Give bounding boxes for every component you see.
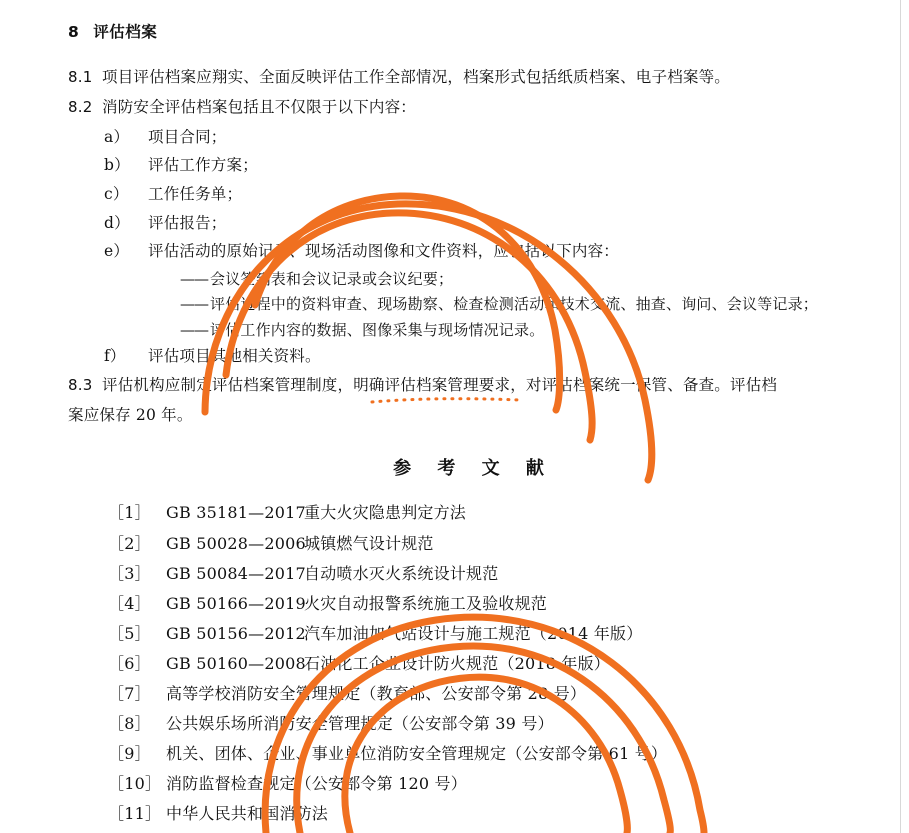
reference-row: [108, 679, 869, 709]
paragraph-8-1: [68, 64, 869, 91]
paragraph-label: 8.3: [68, 376, 93, 395]
list-item: [68, 210, 869, 237]
dash-item: [68, 267, 869, 293]
list-item: [68, 124, 869, 151]
list-item-label: f）: [104, 347, 126, 366]
reference-row: [108, 619, 869, 649]
reference-number: ［7］: [108, 683, 151, 703]
dash-text: 会议签到表和会议记录或会议纪要；: [210, 269, 454, 288]
reference-name: 机关、团体、企业、事业单位消防安全管理规定（公安部令第 61 号）: [166, 744, 668, 764]
list-item-text: 评估报告；: [148, 213, 227, 232]
list-item-label: e）: [104, 242, 130, 261]
section-heading: [68, 20, 869, 42]
reference-number: ［11］: [108, 804, 162, 824]
reference-number: ［9］: [108, 744, 151, 764]
reference-row: [108, 769, 869, 799]
dash-text: 评估过程中的资料审查、现场勘察、检查检测活动和技术交流、抽查、询问、会议等记录；: [210, 295, 819, 314]
reference-code: GB 50166—2019: [166, 593, 306, 613]
list-item: [68, 152, 869, 179]
references-list: [68, 498, 869, 829]
reference-row: [108, 649, 869, 679]
reference-name: 重大火灾隐患判定方法: [304, 503, 467, 523]
reference-row: [108, 799, 869, 829]
list-item-label: b）: [104, 156, 130, 175]
paragraph-8-3: [68, 372, 869, 399]
dash-mark: ——: [180, 320, 208, 339]
list-item-text: 工作任务单；: [148, 184, 243, 203]
reference-row: [108, 559, 869, 589]
dash-text: 评估工作内容的数据、图像采集与现场情况记录。: [210, 320, 545, 339]
reference-row: [108, 589, 869, 619]
list-item: [68, 343, 869, 370]
dash-mark: ——: [180, 269, 208, 288]
dash-item: [68, 292, 869, 318]
reference-code: GB 50160—2008: [166, 653, 306, 673]
paragraph-text: 评估机构应制定评估档案管理制度，明确评估档案管理要求，对评估档案统一保管、备查。评估档: [102, 376, 778, 395]
reference-code: GB 50156—2012: [166, 623, 306, 643]
reference-code: GB 35181—2017: [166, 503, 306, 523]
list-item-text: 评估工作方案；: [148, 156, 258, 175]
reference-name: 火灾自动报警系统施工及验收规范: [304, 593, 548, 613]
list-item-label: c）: [104, 184, 129, 203]
list-item-label: d）: [104, 213, 130, 232]
reference-number: ［3］: [108, 563, 151, 583]
reference-name: 消防监督检查规定（公安部令第 120 号）: [166, 774, 467, 794]
reference-name: 石油化工企业设计防火规范（2018 年版）: [304, 653, 611, 673]
list-item-label: a）: [104, 127, 130, 146]
dash-mark: ——: [180, 295, 208, 314]
reference-name: 公共娱乐场所消防安全管理规定（公安部令第 39 号）: [166, 714, 554, 734]
reference-number: ［10］: [108, 774, 162, 794]
list-item-text: 项目合同；: [148, 127, 227, 146]
list-item: [68, 181, 869, 208]
reference-name: 自动喷水灭火系统设计规范: [304, 563, 499, 583]
references-title: 参 考 文 献: [393, 458, 554, 480]
list-item: [68, 238, 869, 265]
dash-item: [68, 318, 869, 344]
list-item-text: 评估活动的原始记录、现场活动图像和文件资料，应包括以下内容：: [148, 242, 620, 261]
reference-name: 高等学校消防安全管理规定（教育部、公安部令第 28 号）: [166, 683, 587, 703]
reference-code: GB 50028—2006: [166, 533, 306, 553]
paragraph-label: 8.2: [68, 97, 93, 116]
paragraph-label: 8.1: [68, 68, 93, 86]
paragraph-8-2: [68, 94, 869, 121]
paragraph-text: 项目评估档案应翔实、全面反映评估工作全部情况，档案形式包括纸质档案、电子档案等。: [102, 68, 731, 86]
reference-row: [108, 529, 869, 559]
reference-number: ［8］: [108, 714, 151, 734]
reference-name: 汽车加油加气站设计与施工规范（2014 年版）: [304, 623, 643, 643]
paragraph-8-3-continued: 案应保存 20 年。: [68, 405, 193, 424]
reference-row: [108, 709, 869, 739]
reference-row: [108, 498, 869, 528]
reference-number: ［5］: [108, 623, 151, 643]
reference-number: ［4］: [108, 593, 151, 613]
page-right-rule: [900, 0, 901, 833]
reference-name: 城镇燃气设计规范: [304, 533, 434, 553]
paragraph-text: 消防安全评估档案包括且不仅限于以下内容：: [102, 97, 417, 116]
reference-number: ［2］: [108, 533, 151, 553]
reference-number: ［6］: [108, 653, 151, 673]
section-title: 评估档案: [93, 23, 158, 41]
reference-row: [108, 739, 869, 769]
reference-code: GB 50084—2017: [166, 563, 306, 583]
section-number: 8: [68, 23, 80, 41]
reference-name: 中华人民共和国消防法: [166, 804, 329, 824]
reference-number: ［1］: [108, 503, 151, 523]
list-item-text: 评估项目其他相关资料。: [148, 347, 321, 366]
